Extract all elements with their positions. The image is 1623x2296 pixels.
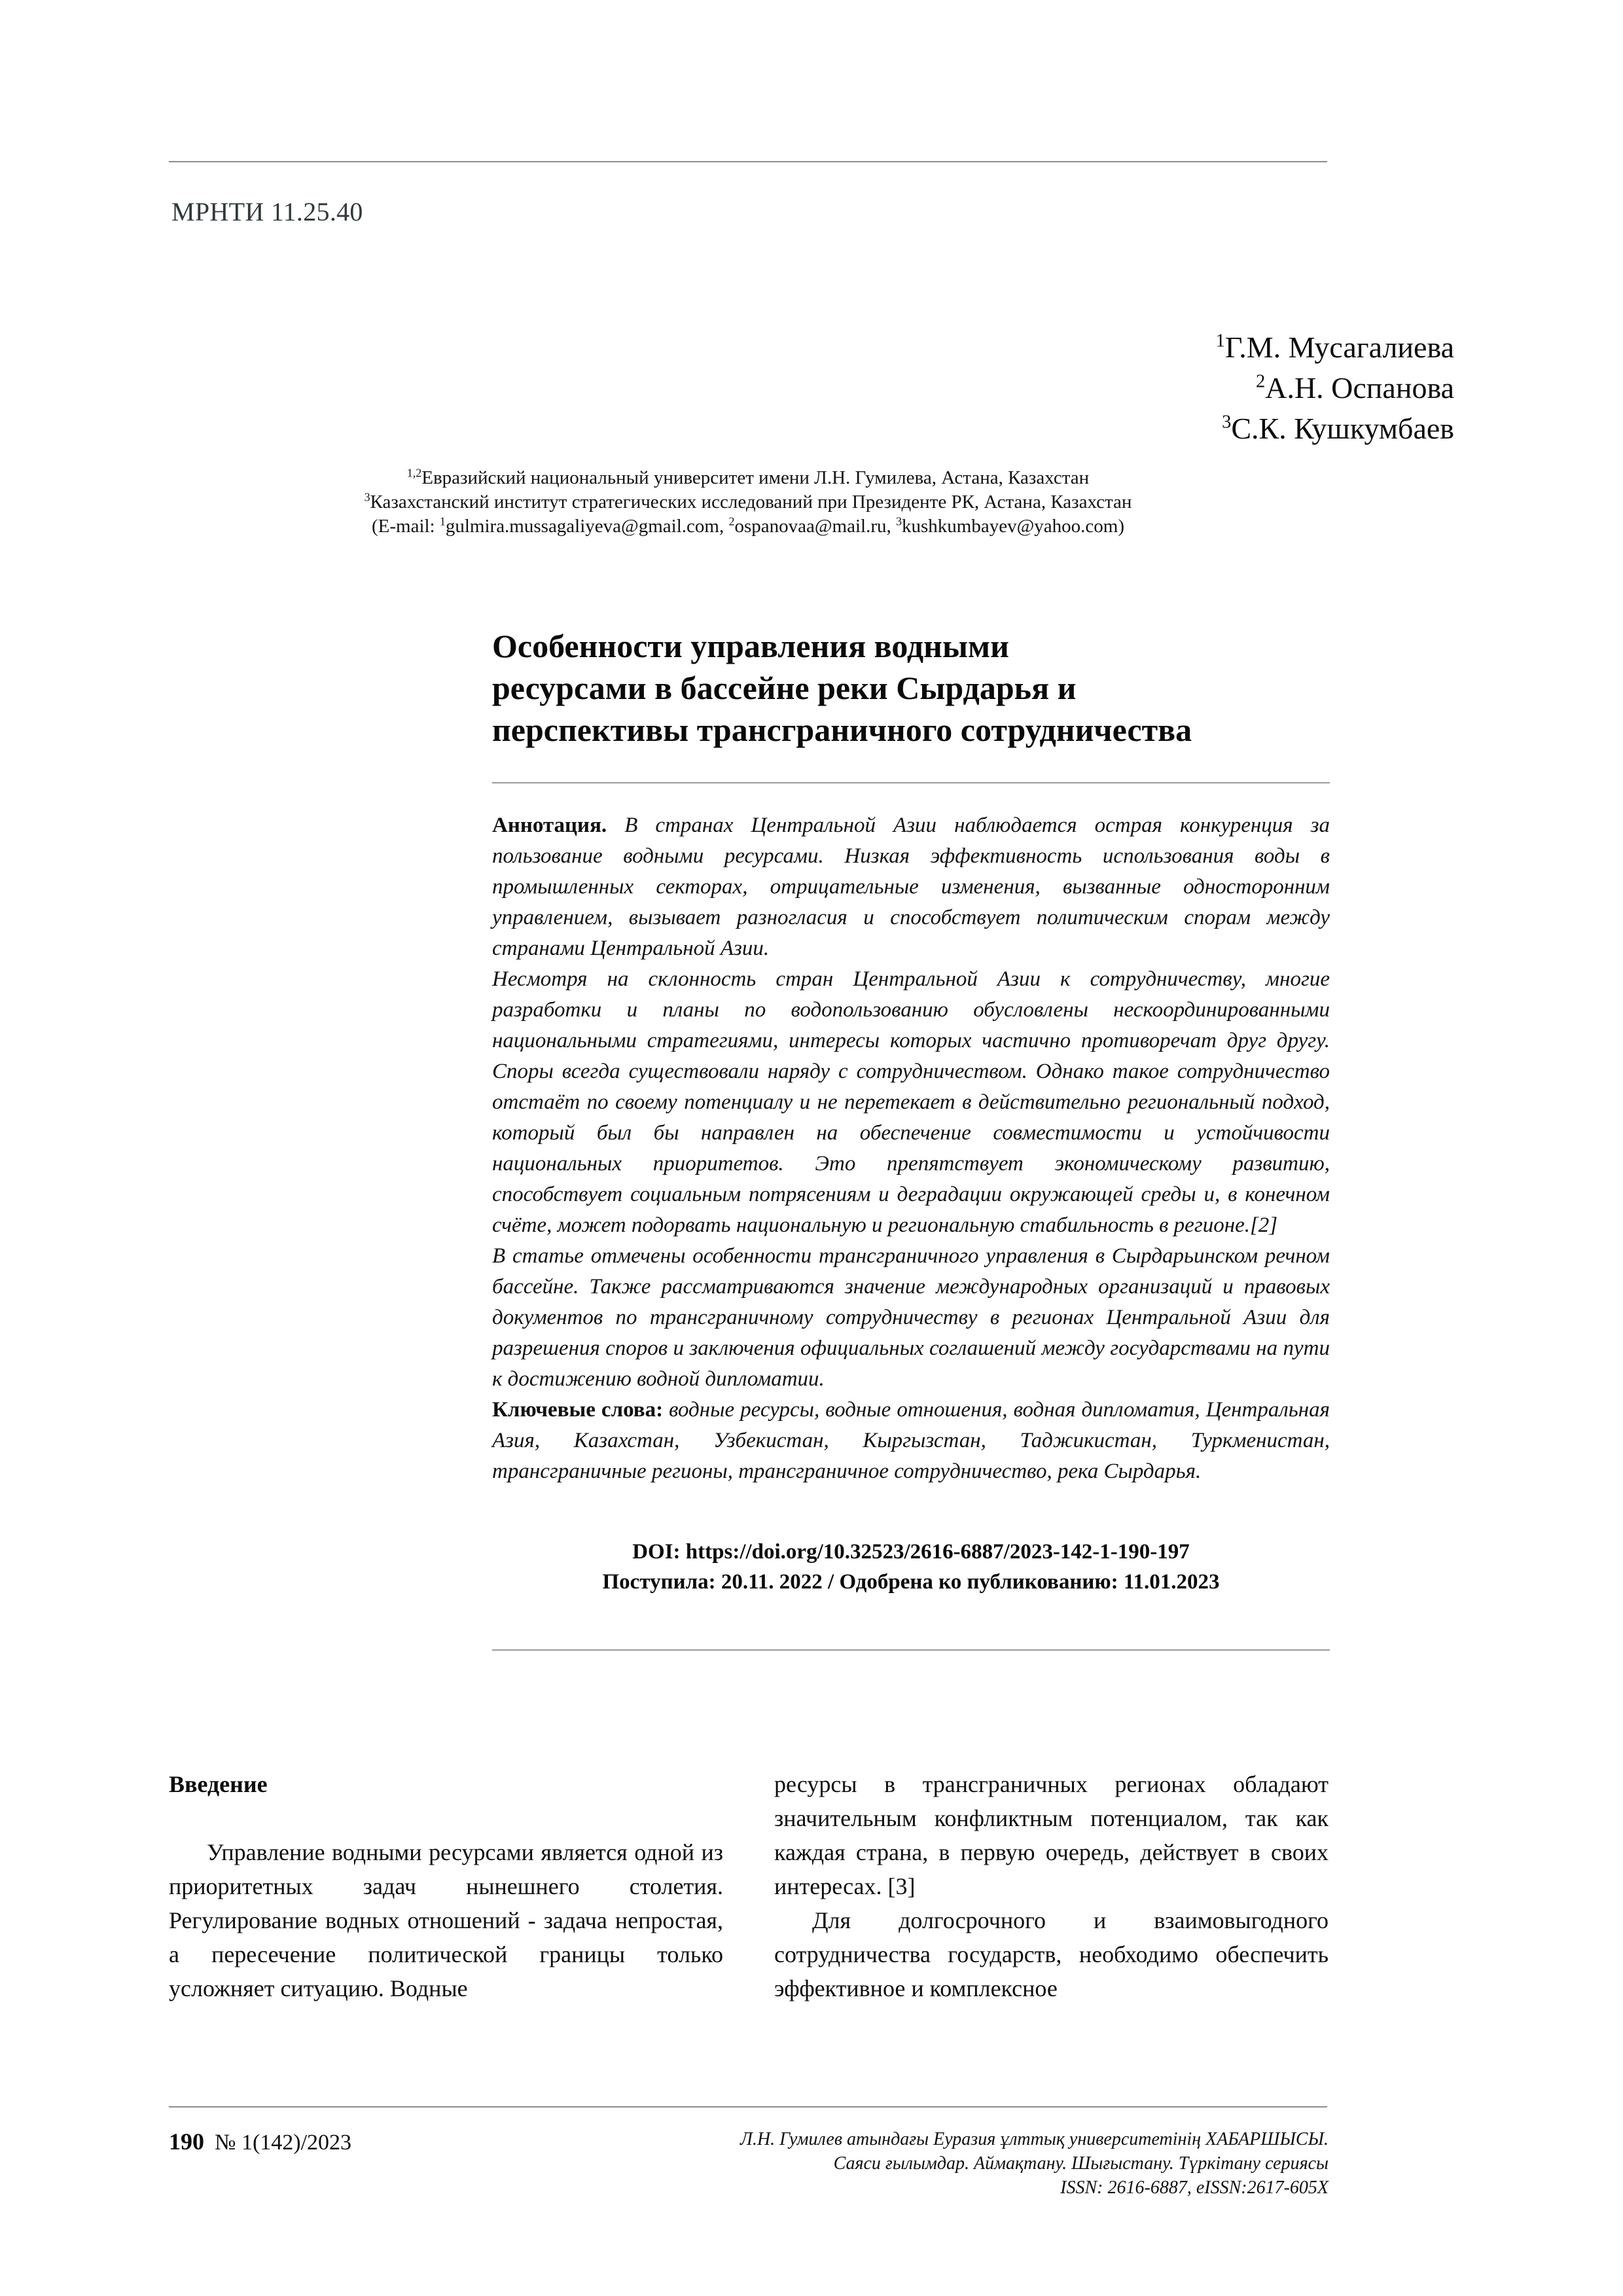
author-name: С.К. Кушкумбаев [1231,412,1454,445]
email-marker: 2 [728,514,735,528]
article-title-line: Особенности управления водными [492,628,1009,664]
abstract-paragraph: Несмотря на склонность стран Центральной Азии к сотрудничеству, многие разработки и планы по водопользованию обусловлены нескоординированными национальными стратегиями, интересы которых частично противоречат друг другу. Споры всегда существовали наряду с сотрудничеством. Однако такое сотрудничество отстаёт по своему потенциалу и не перетекает в действительно региональный подход, который был бы направлен на обеспечение совместимости и устойчивости национальных приоритетов. Это препятствует экономическому развитию, способствует социальным потрясениям и деградации окружающей среды и, в конечном счёте, может подорвать национальную и региональную стабильность в регионе.[2] [492,967,1330,1237]
section-heading-introduction: Введение [169,1771,268,1797]
abstract-paragraph [492,810,1330,964]
issue-label: № 1(142)/2023 [215,2130,352,2155]
article-title-line: ресурсами в бассейне реки Сырдарья и [492,670,1077,706]
author-name: А.Н. Оспанова [1265,371,1454,404]
footer-left [169,2127,351,2157]
email-suffix: ) [1118,516,1125,537]
email-marker: 3 [896,514,902,528]
doi-line[interactable]: DOI: https://doi.org/10.32523/2616-6887/2023-142-1-190-197 [632,1540,1190,1564]
abstract-block [492,810,1330,1487]
affiliation-text: Евразийский национальный университет имени Л.Н. Гумилева, Астана, Казахстан [421,467,1090,488]
affiliation-entry [169,490,1327,514]
body-column-right [774,1767,1329,2005]
issn-line: ISSN: 2616-6887, eISSN:2617-605X [1060,2178,1329,2198]
email-marker: 1 [439,514,446,528]
email-prefix: (E-mail: [371,516,440,537]
footer-right [740,2127,1329,2200]
author-entry [1216,368,1454,408]
abstract-text: В странах Центральной Азии наблюдается острая конкуренция за пользование водными ресурсами. Низкая эффективность использования воды в промышленных секторах, отрицательные изменения, вызванные односторонним управлением, вызывает разногласия и способствует политическим спорам между странами Центральной Азии. [492,814,1330,960]
submission-dates: Поступила: 20.11. 2022 / Одобрена ко публикованию: 11.01.2023 [602,1570,1220,1594]
author-name: Г.М. Мусагалиева [1224,331,1454,364]
journal-title-line: Л.Н. Гумилев атындағы Еуразия ұлттық университетінің ХАБАРШЫСЫ. [740,2129,1329,2149]
affiliation-block [169,466,1327,539]
mrnti-code: МРНТИ 11.25.40 [171,197,363,226]
header-divider [169,161,1327,162]
body-paragraph-continued: ресурсы в трансграничных регионах обладают значительным конфликтным потенциалом, так как каждая страна, в первую очередь, действует в своих интересах. [3] [774,1771,1329,1899]
body-column-left [169,1767,723,2005]
affiliation-marker: 1,2 [406,466,422,480]
keywords-paragraph [492,1395,1330,1487]
email-line: (E-mail: $^1$gulmira.mussagaliyeva@gmail.com, $^2$ospanovaa@mail.ru, $^3$kushkumbayev@yahoo.com) [371,514,1125,537]
affiliation-text: Казахстанский институт стратегических исследований при Президенте РК, Астана, Казахстан [370,492,1132,512]
page-footer [169,2127,1329,2200]
author-affiliation-marker: 1 [1215,331,1225,351]
body-paragraph: Для долгосрочного и взаимовыгодного сотрудничества государств, необходимо обеспечить эффективное и комплексное [774,1907,1329,2001]
body-paragraph: Управление водными ресурсами является одной из приоритетных задач нынешнего столетия. Регулирование водных отношений - задача непростая, а пересечение политической границы только усложняет ситуацию. Водные [169,1839,723,2001]
affiliation-marker: 3 [364,490,370,504]
author-list [1216,327,1454,449]
author-affiliation-marker: 2 [1255,371,1266,392]
author-entry [1216,408,1454,449]
article-title [492,625,1330,751]
abstract-divider [492,1649,1330,1651]
email-address[interactable]: gulmira.mussagaliyeva@gmail.com [445,516,719,537]
body-columns [169,1767,1329,2005]
email-address[interactable]: kushkumbayev@yahoo.com [902,516,1118,537]
page-number: 190 [169,2128,204,2155]
abstract-label: Аннотация. [492,814,607,837]
title-divider [492,782,1330,783]
author-entry [1216,327,1454,368]
article-title-line: перспективы трансграничного сотрудничества [492,711,1192,748]
keywords-text: водные ресурсы, водные отношения, водная дипломатия, Центральная Азия, Казахстан, Узбекистан, Кыргызстан, Таджикистан, Туркменистан, трансграничные регионы, трансграничное сотрудничество, река Сырдарья. [492,1398,1330,1483]
footer-divider [169,2106,1327,2108]
affiliation-entry [169,466,1327,490]
journal-series-line: Саяси ғылымдар. Аймақтану. Шығыстану. Түркітану сериясы [833,2153,1329,2174]
publication-meta [492,1537,1330,1597]
keywords-label: Ключевые слова: [492,1398,664,1422]
author-affiliation-marker: 3 [1222,412,1232,433]
abstract-paragraph: В статье отмечены особенности трансграничного управления в Сырдарьинском речном бассейне. Также рассматриваются значение международных организаций и правовых документов по трансграничному сотрудничеству в регионах Центральной Азии для разрешения споров и заключения официальных соглашений между государствами на пути к достижению водной дипломатии. [492,1244,1330,1391]
email-address[interactable]: ospanovaa@mail.ru [734,516,887,537]
